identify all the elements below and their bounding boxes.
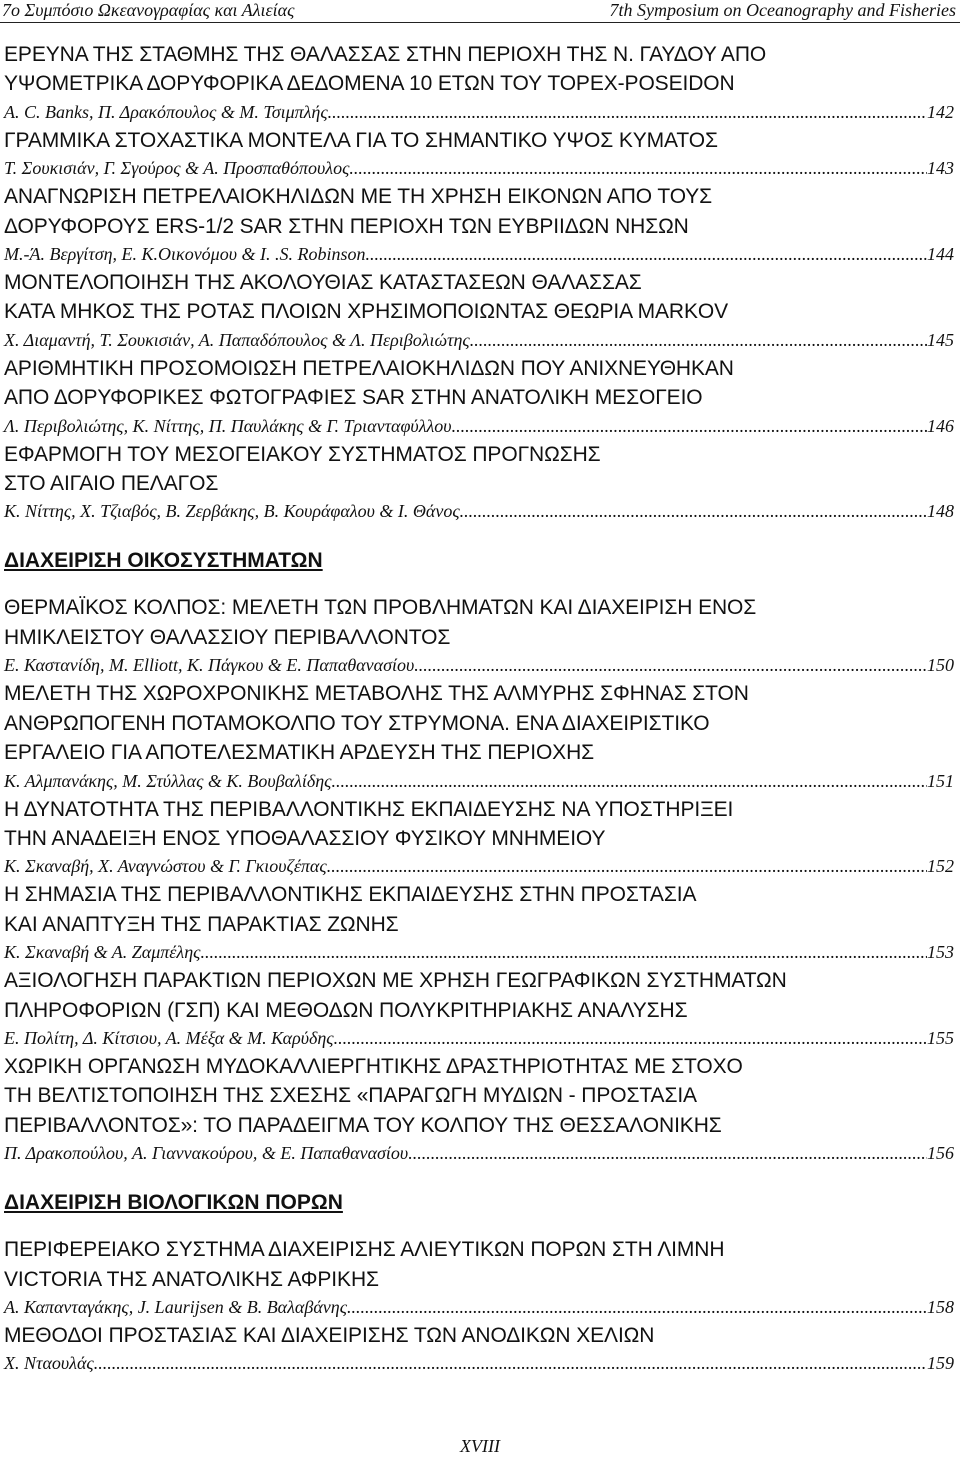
entry-title-line: VICTORIA ΤΗΣ ΑΝΑΤΟΛΙΚΗΣ ΑΦΡΙΚΗΣ — [4, 1267, 379, 1291]
entry-title-line: ΠΛΗΡΟΦΟΡΙΩΝ (ΓΣΠ) ΚΑΙ ΜΕΘΟΔΩΝ ΠΟΛΥΚΡΙΤΗΡΙΑΚΗΣ ΑΝΑΛΥΣΗΣ — [4, 998, 688, 1022]
toc-entry — [4, 966, 954, 1052]
toc-entry — [4, 354, 954, 440]
entry-authors-line — [4, 652, 954, 679]
toc-entry — [4, 1235, 954, 1321]
entry-authors-line — [4, 327, 954, 354]
entry-authors-line — [4, 1140, 954, 1167]
entry-title-line: ΣΤΟ ΑΙΓΑΙΟ ΠΕΛΑΓΟΣ — [4, 472, 219, 496]
entry-title-line: ΤΗ ΒΕΛΤΙΣΤΟΠΟΙΗΣΗ ΤΗΣ ΣΧΕΣΗΣ «ΠΑΡΑΓΩΓΗ ΜΥΔΙΩΝ - ΠΡΟΣΤΑΣΙΑ — [4, 1084, 697, 1108]
entry-page-number: 155 — [927, 1027, 954, 1048]
entry-title-line: ΜΕΛΕΤΗ ΤΗΣ ΧΩΡΟΧΡΟΝΙΚΗΣ ΜΕΤΑΒΟΛΗΣ ΤΗΣ ΑΛΜΥΡΗΣ ΣΦΗΝΑΣ ΣΤΟΝ — [4, 682, 749, 706]
entry-title-line: Η ΔΥΝΑΤΟΤΗΤΑ ΤΗΣ ΠΕΡΙΒΑΛΛΟΝΤΙΚΗΣ ΕΚΠΑΙΔΕΥΣΗΣ ΝΑ ΥΠΟΣΤΗΡΙΞΕΙ — [4, 797, 734, 821]
table-of-contents — [4, 40, 954, 1377]
entry-title-line: ΑΝΑΓΝΩΡΙΣΗ ΠΕΤΡΕΛΑΙΟΚΗΛΙΔΩΝ ΜΕ ΤΗ ΧΡΗΣΗ ΕΙΚΟΝΩΝ ΑΠΟ ΤΟΥΣ — [4, 185, 713, 209]
entry-authors: Ε. Πολίτη, Δ. Κίτσιου, Α. Μέξα & Μ. Καρύδης — [4, 1027, 334, 1048]
toc-entry — [4, 268, 954, 354]
entry-title-line: ΠΕΡΙΒΑΛΛΟΝΤΟΣ»: ΤΟ ΠΑΡΑΔΕΙΓΜΑ ΤΟΥ ΚΟΛΠΟΥ ΤΗΣ ΘΕΣΣΑΛΟΝΙΚΗΣ — [4, 1113, 722, 1137]
running-header — [0, 0, 960, 22]
dot-leader — [460, 498, 927, 525]
toc-entry — [4, 795, 954, 881]
entry-title-line: ΘΕΡΜΑΪΚΟΣ ΚΟΛΠΟΣ: ΜΕΛΕΤΗ ΤΩΝ ΠΡΟΒΛΗΜΑΤΩΝ ΚΑΙ ΔΙΑΧΕΙΡΙΣΗ ΕΝΟΣ — [4, 596, 757, 620]
entry-title-line: ΑΞΙΟΛΟΓΗΣΗ ΠΑΡΑΚΤΙΩΝ ΠΕΡΙΟΧΩΝ ΜΕ ΧΡΗΣΗ ΓΕΩΓΡΑΦΙΚΩΝ ΣΥΣΤΗΜΑΤΩΝ — [4, 969, 787, 993]
entry-title-line: ΕΦΑΡΜΟΓΗ ΤΟΥ ΜΕΣΟΓΕΙΑΚΟΥ ΣΥΣΤΗΜΑΤΟΣ ΠΡΟΓΝΩΣΗΣ — [4, 442, 601, 466]
entry-authors: Χ. Νταουλάς — [4, 1353, 94, 1374]
entry-page-number: 145 — [927, 329, 954, 350]
entry-authors: Κ. Σκαναβή & Α. Ζαμπέλης — [4, 942, 201, 963]
section-heading: ΔΙΑΧΕΙΡΙΣΗ ΟΙΚΟΣΥΣΤΗΜΑΤΩΝ — [4, 549, 323, 573]
entry-authors-line — [4, 498, 954, 525]
entry-authors: Κ. Σκαναβή, Χ. Αναγνώστου & Γ. Γκιουζέπας — [4, 856, 327, 877]
entry-title-line: ΚΑΤΑ ΜΗΚΟΣ ΤΗΣ ΡΟΤΑΣ ΠΛΟΙΩΝ ΧΡΗΣΙΜΟΠΟΙΩΝΤΑΣ ΘΕΩΡΙΑ MARKOV — [4, 300, 729, 324]
entry-title-line: ΑΠΟ ΔΟΡΥΦΟΡΙΚΕΣ ΦΩΤΟΓΡΑΦΙΕΣ SAR ΣΤΗΝ ΑΝΑΤΟΛΙΚΗ ΜΕΣΟΓΕΙΟ — [4, 386, 703, 410]
toc-entry — [4, 440, 954, 526]
dot-leader — [452, 413, 927, 440]
toc-entry — [4, 593, 954, 679]
dot-leader — [331, 768, 927, 795]
entry-page-number: 146 — [927, 415, 954, 436]
entry-page-number: 143 — [927, 158, 954, 179]
header-english-title: 7th Symposium on Oceanography and Fisheries — [609, 0, 956, 20]
entry-authors: Π. Δρακοπούλου, Α. Γιαννακούρου, & Ε. Παπαθανασίου — [4, 1143, 409, 1164]
entry-authors-line — [4, 1350, 954, 1377]
entry-title-line: ΕΡΕΥΝΑ ΤΗΣ ΣΤΑΘΜΗΣ ΤΗΣ ΘΑΛΑΣΣΑΣ ΣΤΗΝ ΠΕΡΙΟΧΗ ΤΗΣ Ν. ΓΑΥΔΟΥ ΑΠΟ — [4, 43, 767, 66]
entry-authors: Κ. Νίττης, Χ. Τζιαβός, Β. Ζερβάκης, Β. Κουράφαλου & Ι. Θάνος — [4, 501, 460, 522]
entry-page-number: 159 — [927, 1353, 954, 1374]
entry-authors-line — [4, 853, 954, 880]
entry-title-line: ΔΟΡΥΦΟΡΟΥΣ ERS-1/2 SAR ΣΤΗΝ ΠΕΡΙΟΧΗ ΤΩΝ ΕΥΒΡΙΙΔΩΝ ΝΗΣΩΝ — [4, 214, 689, 238]
entry-title-line: ΕΡΓΑΛΕΙΟ ΓΙΑ ΑΠΟΤΕΛΕΣΜΑΤΙΚΗ ΑΡΔΕΥΣΗ ΤΗΣ ΠΕΡΙΟΧΗΣ — [4, 741, 595, 765]
dot-leader — [408, 1140, 927, 1167]
toc-entry — [4, 1052, 954, 1167]
entry-page-number: 158 — [927, 1296, 954, 1317]
dot-leader — [327, 853, 927, 880]
entry-page-number: 148 — [927, 501, 954, 522]
toc-entry — [4, 1321, 954, 1377]
dot-leader — [347, 1294, 927, 1321]
section-heading: ΔΙΑΧΕΙΡΙΣΗ ΒΙΟΛΟΓΙΚΩΝ ΠΟΡΩΝ — [4, 1191, 343, 1215]
entry-authors: Χ. Διαμαντή, Τ. Σουκισιάν, Α. Παπαδόπουλος & Λ. Περιβολιώτης — [4, 329, 470, 350]
entry-page-number: 144 — [927, 244, 954, 265]
entry-authors: Λ. Περιβολιώτης, Κ. Νίττης, Π. Παυλάκης & Γ. Τριανταφύλλου — [4, 415, 452, 436]
entry-page-number: 150 — [927, 655, 954, 676]
entry-page-number: 152 — [927, 856, 954, 877]
toc-entry — [4, 182, 954, 268]
dot-leader — [200, 939, 927, 966]
entry-page-number: 142 — [927, 101, 954, 122]
entry-title-line: ΓΡΑΜΜΙΚΑ ΣΤΟΧΑΣΤΙΚΑ ΜΟΝΤΕΛΑ ΓΙΑ ΤΟ ΣΗΜΑΝΤΙΚΟ ΥΨΟΣ ΚΥΜΑΤΟΣ — [4, 128, 718, 152]
entry-authors-line — [4, 1294, 954, 1321]
entry-authors: A. C. Banks, Π. Δρακόπουλος & Μ. Τσιμπλής — [4, 101, 328, 122]
entry-authors-line — [4, 1025, 954, 1052]
entry-authors: Ε. Καστανίδη, M. Elliott, Κ. Πάγκου & Ε. Παπαθανασίου — [4, 655, 415, 676]
entry-title-line: ΜΟΝΤΕΛΟΠΟΙΗΣΗ ΤΗΣ ΑΚΟΛΟΥΘΙΑΣ ΚΑΤΑΣΤΑΣΕΩΝ ΘΑΛΑΣΣΑΣ — [4, 271, 642, 295]
entry-authors: Μ.-Ά. Βεργίτση, Ε. Κ.Οικονόμου & Ι. .S. Robinson — [4, 244, 366, 265]
entry-title-line: ΑΡΙΘΜΗΤΙΚΗ ΠΡΟΣΟΜΟΙΩΣΗ ΠΕΤΡΕΛΑΙΟΚΗΛΙΔΩΝ ΠΟΥ ΑΝΙΧΝΕΥΘΗΚΑΝ — [4, 356, 734, 380]
entry-authors-line — [4, 768, 954, 795]
toc-entry — [4, 679, 954, 794]
toc-entry — [4, 126, 954, 182]
entry-title-line: ΜΕΘΟΔΟΙ ΠΡΟΣΤΑΣΙΑΣ ΚΑΙ ΔΙΑΧΕΙΡΙΣΗΣ ΤΩΝ ΑΝΟΔΙΚΩΝ ΧΕΛΙΩΝ — [4, 1323, 655, 1347]
toc-entry — [4, 880, 954, 966]
entry-authors-line — [4, 939, 954, 966]
entry-page-number: 151 — [927, 770, 954, 791]
entry-authors-line — [4, 241, 954, 268]
entry-title-line: Η ΣΗΜΑΣΙΑ ΤΗΣ ΠΕΡΙΒΑΛΛΟΝΤΙΚΗΣ ΕΚΠΑΙΔΕΥΣΗΣ ΣΤΗΝ ΠΡΟΣΤΑΣΙΑ — [4, 883, 697, 907]
entry-authors: Α. Καπανταγάκης, J. Laurijsen & Β. Βαλαβάνης — [4, 1296, 348, 1317]
toc-entry — [4, 40, 954, 126]
dot-leader — [365, 241, 927, 268]
header-greek-title: 7ο Συμπόσιο Ωκεανογραφίας και Αλιείας — [2, 0, 295, 20]
dot-leader — [349, 155, 927, 182]
entry-title-line: ΚΑΙ ΑΝΑΠΤΥΞΗ ΤΗΣ ΠΑΡΑΚΤΙΑΣ ΖΩΝΗΣ — [4, 912, 399, 936]
entry-authors-line — [4, 155, 954, 182]
entry-authors-line — [4, 99, 954, 126]
entry-page-number: 156 — [927, 1143, 954, 1164]
entry-title-line: ΗΜΙΚΛΕΙΣΤΟΥ ΘΑΛΑΣΣΙΟΥ ΠΕΡΙΒΑΛΛΟΝΤΟΣ — [4, 625, 451, 649]
dot-leader — [414, 652, 927, 679]
entry-page-number: 153 — [927, 942, 954, 963]
entry-title-line: ΑΝΘΡΩΠΟΓΕΝΗ ΠΟΤΑΜΟΚΟΛΠΟ ΤΟΥ ΣΤΡΥΜΟΝΑ. ΕΝΑ ΔΙΑΧΕΙΡΙΣΤΙΚΟ — [4, 711, 710, 735]
entry-authors-line — [4, 413, 954, 440]
page-number: XVIII — [460, 1436, 500, 1456]
dot-leader — [334, 1025, 927, 1052]
entry-title-line: ΤΗΝ ΑΝΑΔΕΙΞΗ ΕΝΟΣ ΥΠΟΘΑΛΑΣΣΙΟΥ ΦΥΣΙΚΟΥ ΜΝΗΜΕΙΟΥ — [4, 826, 606, 850]
entry-title-line: ΧΩΡΙΚΗ ΟΡΓΑΝΩΣΗ ΜΥΔΟΚΑΛΛΙΕΡΓΗΤΙΚΗΣ ΔΡΑΣΤΗΡΙΟΤΗΤΑΣ ΜΕ ΣΤΟΧΟ — [4, 1054, 743, 1078]
dot-leader — [470, 327, 927, 354]
dot-leader — [328, 99, 927, 126]
entry-title-line: ΥΨΟΜΕΤΡΙΚΑ ΔΟΡΥΦΟΡΙΚΑ ΔΕΔΟΜΕΝΑ 10 ΕΤΩΝ ΤΟΥ TOPEX-POSEIDON — [4, 72, 735, 96]
entry-title-line: ΠΕΡΙΦΕΡΕΙΑΚΟ ΣΥΣΤΗΜΑ ΔΙΑΧΕΙΡΙΣΗΣ ΑΛΙΕΥΤΙΚΩΝ ΠΟΡΩΝ ΣΤΗ ΛΙΜΝΗ — [4, 1238, 725, 1262]
header-divider — [0, 22, 960, 23]
entry-authors: Τ. Σουκισιάν, Γ. Σγούρος & Α. Προσπαθόπουλος — [4, 158, 350, 179]
entry-authors: Κ. Αλμπανάκης, Μ. Στύλλας & Κ. Βουβαλίδης — [4, 770, 332, 791]
dot-leader — [94, 1350, 927, 1377]
